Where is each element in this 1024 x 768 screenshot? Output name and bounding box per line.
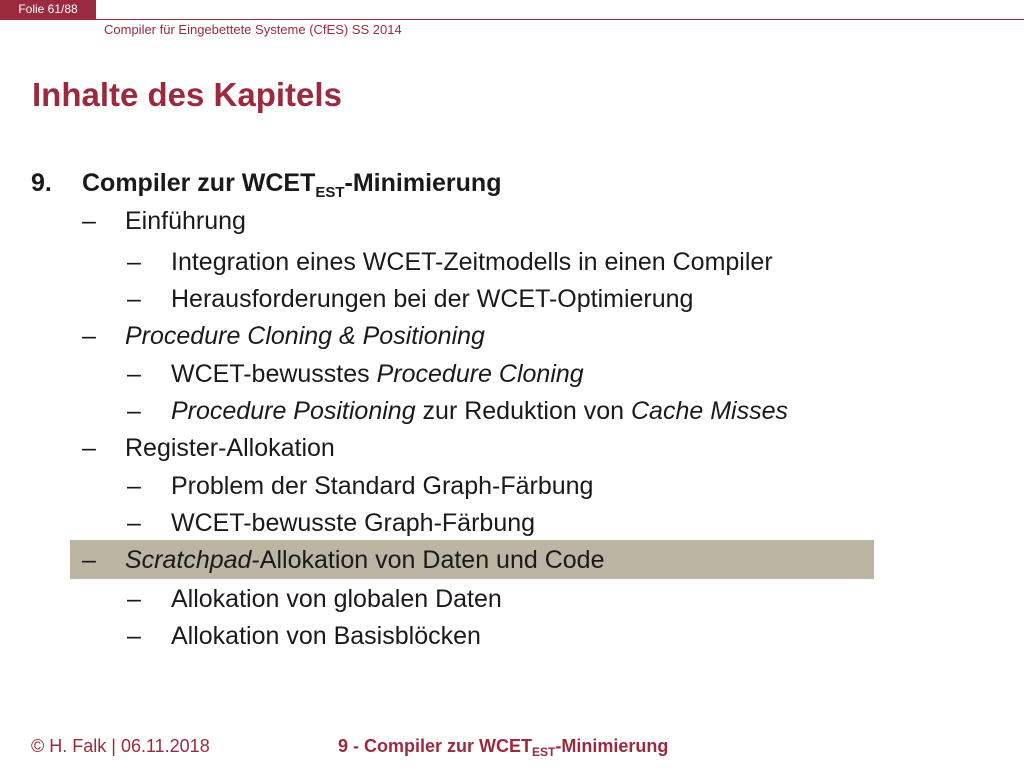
course-title: Compiler für Eingebettete Systeme (CfES) SS 2014 bbox=[104, 22, 402, 37]
dash-bullet: – bbox=[82, 434, 96, 462]
outline-item-label: Procedure Cloning & Positioning bbox=[125, 322, 485, 350]
dash-bullet: – bbox=[82, 322, 96, 350]
outline-item-label: WCET-bewusste Graph-Färbung bbox=[171, 509, 536, 537]
outline-item-einfuehrung bbox=[0, 202, 1024, 240]
dash-bullet: – bbox=[127, 509, 141, 537]
dash-bullet: – bbox=[127, 585, 141, 613]
dash-bullet: – bbox=[127, 397, 141, 425]
outline-item-label: Integration eines WCET-Zeitmodells in einen Compiler bbox=[171, 248, 773, 276]
outline-item-register-allokation bbox=[0, 429, 1024, 467]
dash-bullet: – bbox=[127, 622, 141, 650]
slide-title: Inhalte des Kapitels bbox=[32, 76, 342, 113]
footer-chapter-title: 9 - Compiler zur $WCET_{EST}$-Minimierung bbox=[338, 736, 669, 759]
outline-item-label: Allokation von Basisblöcken bbox=[171, 622, 481, 650]
outline-subitem-zeitmodell bbox=[0, 243, 1024, 281]
footer-copyright: © H. Falk | 06.11.2018 bbox=[31, 736, 210, 756]
outline-subitem-basisbloecke bbox=[0, 617, 1024, 655]
outline-item-procedure-cloning-positioning bbox=[0, 317, 1024, 355]
outline-item-label: Scratchpad-Allokation von Daten und Code bbox=[125, 546, 605, 574]
dash-bullet: – bbox=[82, 546, 96, 574]
outline-item-label: WCET-bewusstes Procedure Cloning bbox=[171, 360, 584, 388]
dash-bullet: – bbox=[127, 285, 141, 313]
outline-item-label: Procedure Positioning zur Reduktion von Cache Misses bbox=[171, 397, 788, 425]
slide-number-tag: Folie 61/88 bbox=[0, 0, 96, 19]
dash-bullet: – bbox=[127, 472, 141, 500]
outline-item-label: Register-Allokation bbox=[125, 434, 335, 462]
outline-subitem-graph-faerbung bbox=[0, 467, 1024, 505]
dash-bullet: – bbox=[127, 248, 141, 276]
outline-subitem-procedure-positioning bbox=[0, 392, 1024, 430]
outline-subitem-procedure-cloning bbox=[0, 355, 1024, 393]
outline-item-scratchpad-allokation bbox=[0, 541, 1024, 579]
dash-bullet: – bbox=[82, 207, 96, 235]
outline-item-label: Herausforderungen bei der WCET-Optimierung bbox=[171, 285, 694, 313]
outline-item-label: Allokation von globalen Daten bbox=[171, 585, 502, 613]
chapter-number: 9. bbox=[31, 169, 52, 197]
outline-subitem-wcet-graph-faerbung bbox=[0, 504, 1024, 542]
outline-subitem-herausforderungen bbox=[0, 280, 1024, 318]
chapter-title: Compiler zur $WCET_{EST}$-Minimierung bbox=[82, 169, 502, 201]
chapter-heading bbox=[0, 164, 1024, 202]
dash-bullet: – bbox=[127, 360, 141, 388]
outline-item-label: Einführung bbox=[125, 207, 246, 235]
outline-subitem-globale-daten bbox=[0, 580, 1024, 618]
outline-item-label: Problem der Standard Graph-Färbung bbox=[171, 472, 594, 500]
